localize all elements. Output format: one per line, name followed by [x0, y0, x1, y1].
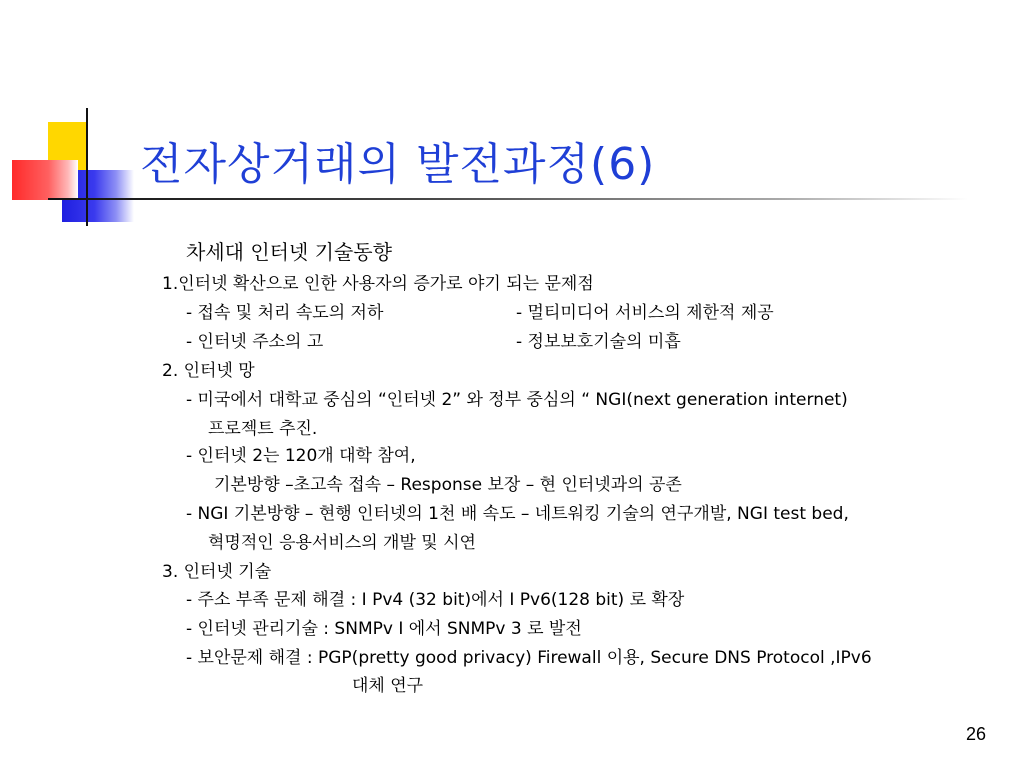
- red-square-decoration: [12, 160, 78, 200]
- section3-item: - 주소 부족 문제 해결 : I Pv4 (32 bit)에서 I Pv6(128 bit) 로 확장: [186, 590, 685, 610]
- section2-item-continuation: 혁명적인 응용서비스의 개발 및 시연: [208, 533, 476, 553]
- section1-heading: 1.인터넷 확산으로 인한 사용자의 증가로 야기 되는 문제점: [162, 274, 594, 294]
- section2-heading: 2. 인터넷 망: [162, 361, 255, 381]
- section3-item: - 보안문제 해결 : PGP(pretty good privacy) Firewall 이용, Secure DNS Protocol ,IPv6: [186, 648, 872, 668]
- section1-item: - 정보보호기술의 미흡: [516, 332, 681, 352]
- section3-item-continuation: 대체 연구: [352, 676, 424, 696]
- section3-heading: 3. 인터넷 기술: [162, 562, 272, 582]
- slide-title: 전자상거래의 발전과정(6): [140, 139, 656, 190]
- section2-item: - NGI 기본방향 – 현행 인터넷의 1천 배 속도 – 네트워킹 기술의 연구개발, NGI test bed,: [186, 504, 849, 524]
- section1-item: - 인터넷 주소의 고: [186, 332, 324, 352]
- section3-item: - 인터넷 관리기술 : SNMPv I 에서 SNMPv 3 로 발전: [186, 619, 582, 639]
- section2-item: - 인터넷 2는 120개 대학 참여,: [186, 446, 416, 466]
- section2-item: - 미국에서 대학교 중심의 “인터넷 2” 와 정부 중심의 “ NGI(next generation internet): [186, 390, 848, 410]
- section1-item: - 접속 및 처리 속도의 저하: [186, 303, 384, 323]
- page-number: 26: [966, 724, 987, 744]
- slide-subtitle: 차세대 인터넷 기술동향: [186, 240, 392, 264]
- section1-item: - 멀티미디어 서비스의 제한적 제공: [516, 303, 774, 323]
- section2-item-continuation: 프로젝트 추진.: [208, 419, 318, 439]
- section2-item-continuation: 기본방향 –초고속 접속 – Response 보장 – 현 인터넷과의 공존: [214, 475, 682, 495]
- vertical-divider-line: [86, 108, 88, 226]
- horizontal-divider-line: [48, 198, 968, 200]
